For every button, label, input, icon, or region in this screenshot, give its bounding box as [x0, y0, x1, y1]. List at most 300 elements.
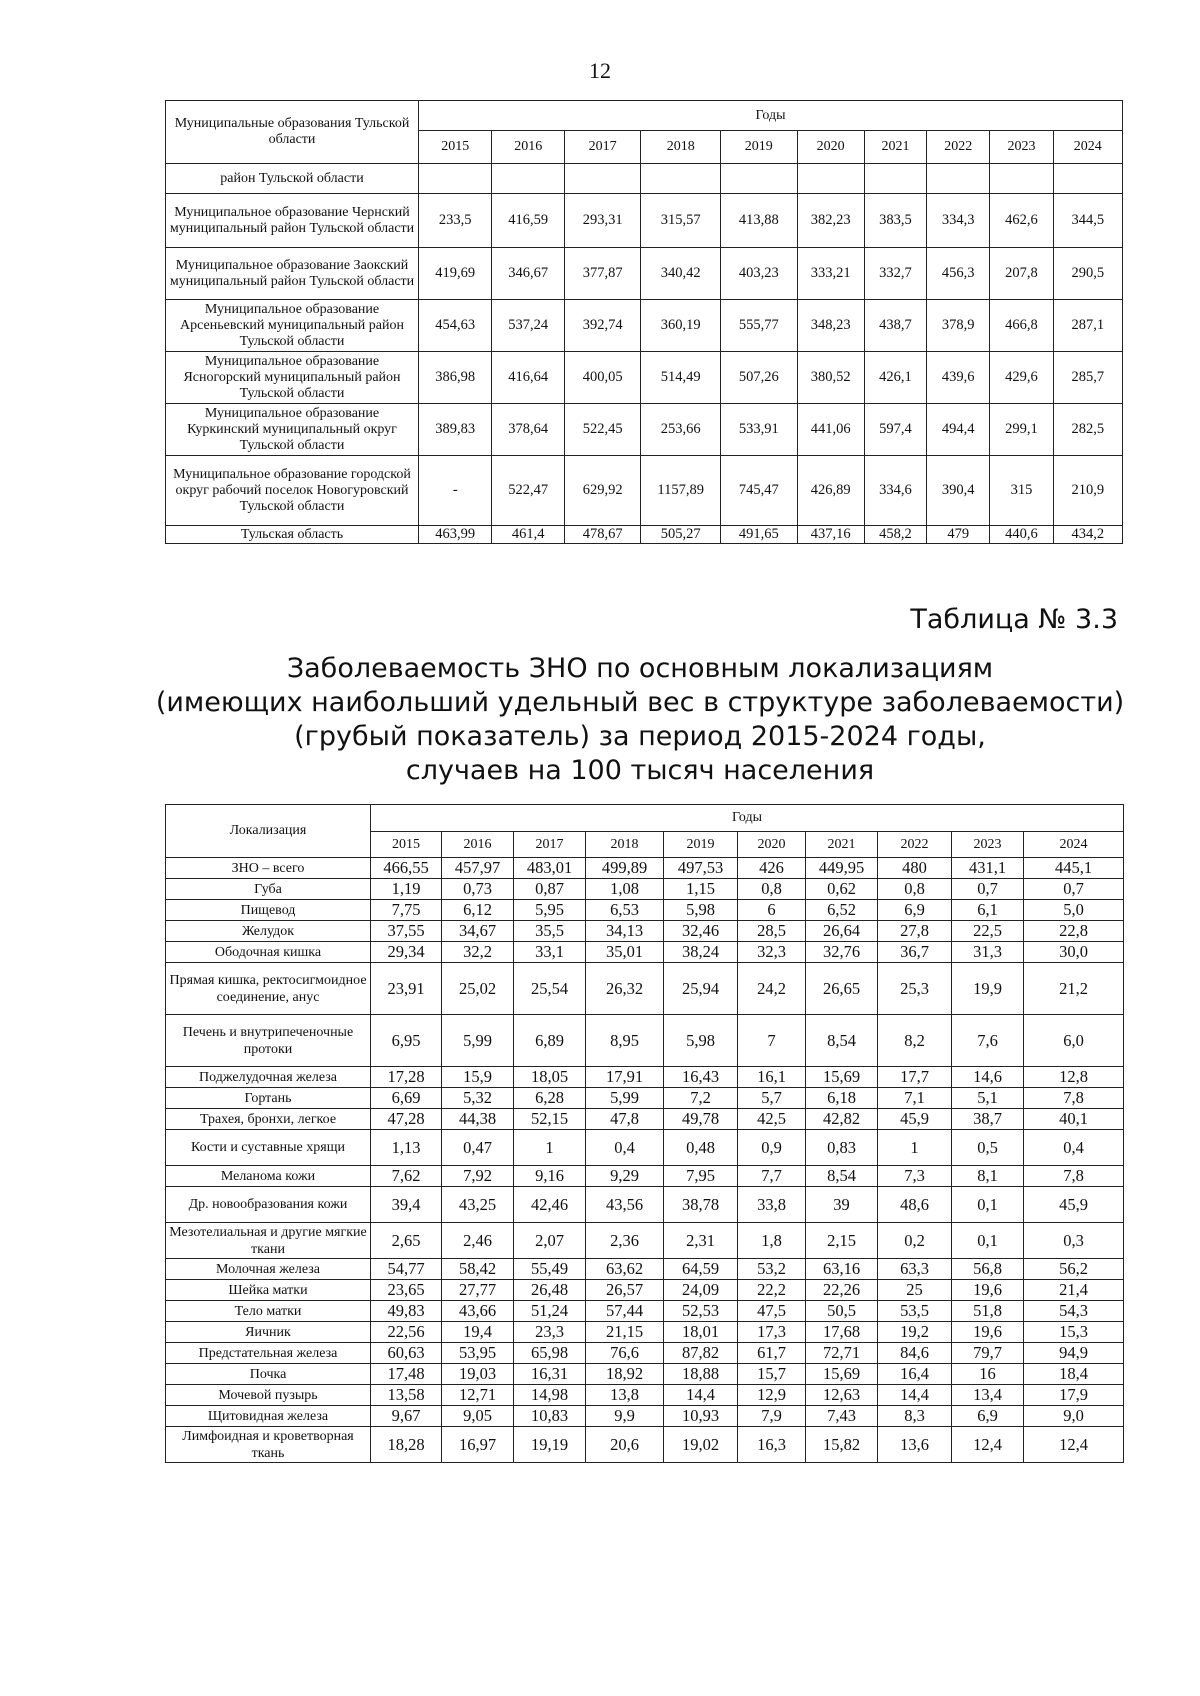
table-row: [166, 1187, 1124, 1223]
table-row: [166, 879, 1124, 900]
table-cell: 378,64: [492, 404, 564, 456]
table-cell: 33,1: [514, 942, 586, 963]
table-cell: 1,08: [586, 879, 664, 900]
table-cell: 6,1: [952, 900, 1024, 921]
table-row: [166, 1259, 1124, 1280]
table2-years-label: Годы: [371, 805, 1124, 832]
table-cell: 84,6: [878, 1343, 952, 1364]
table-cell: 0,3: [1024, 1223, 1124, 1259]
table-row: [166, 404, 1123, 456]
table-cell: 340,42: [641, 248, 721, 300]
table-cell: 419,69: [419, 248, 492, 300]
localization-name: Ободочная кишка: [166, 942, 371, 963]
table-cell: 466,8: [990, 300, 1053, 352]
localization-name: Губа: [166, 879, 371, 900]
table-cell: 505,27: [641, 526, 721, 544]
table2-year-header: 2024: [1024, 832, 1124, 858]
table-cell: 431,1: [952, 858, 1024, 879]
table-cell: 461,4: [492, 526, 564, 544]
table-cell: 491,65: [721, 526, 798, 544]
table-cell: 35,01: [586, 942, 664, 963]
table-cell: 2,65: [371, 1223, 442, 1259]
table-cell: 0,1: [952, 1223, 1024, 1259]
table-row: [166, 963, 1124, 1015]
table-cell: 434,2: [1053, 526, 1122, 544]
table-cell: 0,8: [738, 879, 806, 900]
table-cell: 16,43: [664, 1067, 738, 1088]
table-cell: 533,91: [721, 404, 798, 456]
table-cell: 16,31: [514, 1364, 586, 1385]
table-cell: 7,92: [442, 1166, 514, 1187]
table-cell: 25,94: [664, 963, 738, 1015]
table-cell: 429,6: [990, 352, 1053, 404]
table-cell: 499,89: [586, 858, 664, 879]
table-cell: 380,52: [797, 352, 864, 404]
table-cell: 6: [738, 900, 806, 921]
table-cell: 522,45: [564, 404, 641, 456]
table-cell: 456,3: [927, 248, 990, 300]
table1-year-header: 2018: [641, 131, 721, 164]
table-cell: 9,05: [442, 1406, 514, 1427]
table-cell: 13,6: [878, 1427, 952, 1463]
table-cell: 42,5: [738, 1109, 806, 1130]
table1-year-header: 2024: [1053, 131, 1122, 164]
table-row: [166, 300, 1123, 352]
table-cell: 629,92: [564, 456, 641, 526]
table-cell: 51,8: [952, 1301, 1024, 1322]
table-row: [166, 921, 1124, 942]
table-cell: 7,95: [664, 1166, 738, 1187]
table-cell: 416,64: [492, 352, 564, 404]
table-cell: 439,6: [927, 352, 990, 404]
table-cell: 18,4: [1024, 1364, 1124, 1385]
table-cell: 19,19: [514, 1427, 586, 1463]
table-cell: 5,99: [586, 1088, 664, 1109]
table-cell: 15,69: [806, 1364, 878, 1385]
table-cell: 15,3: [1024, 1322, 1124, 1343]
table-cell: 400,05: [564, 352, 641, 404]
table-cell: 49,78: [664, 1109, 738, 1130]
table-row: [166, 1301, 1124, 1322]
table-row: [166, 1406, 1124, 1427]
table-cell: 299,1: [990, 404, 1053, 456]
table-cell: 23,3: [514, 1322, 586, 1343]
table-cell: 10,83: [514, 1406, 586, 1427]
table-cell: 32,76: [806, 942, 878, 963]
table-cell: 483,01: [514, 858, 586, 879]
table1-year-header: 2022: [927, 131, 990, 164]
table-cell: 382,23: [797, 194, 864, 248]
table-cell: 16,4: [878, 1364, 952, 1385]
table-cell: 0,5: [952, 1130, 1024, 1166]
localization-name: Др. новообразования кожи: [166, 1187, 371, 1223]
table-row: [166, 1130, 1124, 1166]
table1-continued-row: [166, 164, 1123, 194]
table-cell: 27,77: [442, 1280, 514, 1301]
table-cell: 5,0: [1024, 900, 1124, 921]
title-line: (грубый показатель) за период 2015-2024 годы,: [294, 721, 986, 752]
table-cell: 378,9: [927, 300, 990, 352]
table-cell: 282,5: [1053, 404, 1122, 456]
table-cell: 76,6: [586, 1343, 664, 1364]
table-cell: 40,1: [1024, 1109, 1124, 1130]
table-cell: 377,87: [564, 248, 641, 300]
table-cell: 17,3: [738, 1322, 806, 1343]
table-cell: 17,68: [806, 1322, 878, 1343]
table-cell: 18,92: [586, 1364, 664, 1385]
table1-year-header: 2019: [721, 131, 798, 164]
table-title: [40, 652, 1200, 788]
table-cell: 14,98: [514, 1385, 586, 1406]
table-cell: 13,8: [586, 1385, 664, 1406]
table-cell: 16,3: [738, 1427, 806, 1463]
table-cell: 17,48: [371, 1364, 442, 1385]
table-cell: 0,7: [1024, 879, 1124, 900]
table-cell: 27,8: [878, 921, 952, 942]
table-cell: 514,49: [641, 352, 721, 404]
table-cell: 60,63: [371, 1343, 442, 1364]
localization-name: Желудок: [166, 921, 371, 942]
table-cell: 463,99: [419, 526, 492, 544]
table-number: Таблица № 3.3: [910, 604, 1118, 635]
localization-name: Почка: [166, 1364, 371, 1385]
table2-year-header: 2016: [442, 832, 514, 858]
table-cell: 19,6: [952, 1322, 1024, 1343]
table-cell: 480: [878, 858, 952, 879]
table-cell: 57,44: [586, 1301, 664, 1322]
table-cell: 17,9: [1024, 1385, 1124, 1406]
table-cell: 37,55: [371, 921, 442, 942]
table-cell: 597,4: [864, 404, 926, 456]
table-cell: 47,5: [738, 1301, 806, 1322]
table-cell: 20,6: [586, 1427, 664, 1463]
table-cell: 233,5: [419, 194, 492, 248]
table-cell: 348,23: [797, 300, 864, 352]
title-line: (имеющих наибольший удельный вес в структуре заболеваемости): [155, 687, 1125, 718]
table-cell: 39,4: [371, 1187, 442, 1223]
table-cell: 6,9: [878, 900, 952, 921]
table-row: [166, 1385, 1124, 1406]
table1-years-label: Годы: [419, 101, 1123, 131]
table-cell: 253,66: [641, 404, 721, 456]
table-cell: 8,3: [878, 1406, 952, 1427]
table-cell: 290,5: [1053, 248, 1122, 300]
table-cell: 6,89: [514, 1015, 586, 1067]
table-cell: 7,3: [878, 1166, 952, 1187]
table-cell: 8,54: [806, 1015, 878, 1067]
table-cell: 403,23: [721, 248, 798, 300]
table-cell: 63,62: [586, 1259, 664, 1280]
localization-name: Меланома кожи: [166, 1166, 371, 1187]
table-cell: 56,2: [1024, 1259, 1124, 1280]
localization-name: ЗНО – всего: [166, 858, 371, 879]
table-cell: 15,69: [806, 1067, 878, 1088]
table-cell: 79,7: [952, 1343, 1024, 1364]
table-cell: 2,31: [664, 1223, 738, 1259]
table-cell: 43,25: [442, 1187, 514, 1223]
table-cell: 7,7: [738, 1166, 806, 1187]
table-cell: 334,6: [864, 456, 926, 526]
table-cell: 479: [927, 526, 990, 544]
table-cell: 287,1: [1053, 300, 1122, 352]
table-cell: 1: [514, 1130, 586, 1166]
table-row: [166, 858, 1124, 879]
table-cell: 0,87: [514, 879, 586, 900]
table-cell: 426: [738, 858, 806, 879]
table-cell: 52,15: [514, 1109, 586, 1130]
table-cell: 494,4: [927, 404, 990, 456]
table-cell: 6,53: [586, 900, 664, 921]
table-cell: 13,4: [952, 1385, 1024, 1406]
table-cell: 7: [738, 1015, 806, 1067]
table-cell: 0,8: [878, 879, 952, 900]
table-cell: 26,64: [806, 921, 878, 942]
table-cell: 65,98: [514, 1343, 586, 1364]
table-cell: 2,07: [514, 1223, 586, 1259]
table-cell: 438,7: [864, 300, 926, 352]
table-cell: 63,16: [806, 1259, 878, 1280]
table2-year-header: 2022: [878, 832, 952, 858]
table-cell: 0,83: [806, 1130, 878, 1166]
localization-name: Печень и внутрипеченочные протоки: [166, 1015, 371, 1067]
table-cell: 0,4: [586, 1130, 664, 1166]
table-cell: 29,34: [371, 942, 442, 963]
municipal-incidence-table: [165, 100, 1123, 544]
table-cell: 25,02: [442, 963, 514, 1015]
table-cell: 26,65: [806, 963, 878, 1015]
table-cell: 9,0: [1024, 1406, 1124, 1427]
table-cell: 32,2: [442, 942, 514, 963]
table-cell: 207,8: [990, 248, 1053, 300]
table-cell: 14,4: [664, 1385, 738, 1406]
table-cell: 52,53: [664, 1301, 738, 1322]
table-cell: 45,9: [1024, 1187, 1124, 1223]
table-cell: 12,63: [806, 1385, 878, 1406]
table-cell: 54,77: [371, 1259, 442, 1280]
table-cell: 7,75: [371, 900, 442, 921]
municipality-name: Тульская область: [166, 526, 419, 544]
table-cell: 19,6: [952, 1280, 1024, 1301]
table-cell: 8,1: [952, 1166, 1024, 1187]
table-cell: 437,16: [797, 526, 864, 544]
table-cell: 22,5: [952, 921, 1024, 942]
table-cell: 454,63: [419, 300, 492, 352]
table-row: [166, 1322, 1124, 1343]
table-cell: 13,58: [371, 1385, 442, 1406]
table-cell: 25,3: [878, 963, 952, 1015]
table-cell: 466,55: [371, 858, 442, 879]
table-cell: 32,46: [664, 921, 738, 942]
table-row: [166, 942, 1124, 963]
table-cell: 0,73: [442, 879, 514, 900]
table-cell: 0,47: [442, 1130, 514, 1166]
table-cell: 449,95: [806, 858, 878, 879]
municipality-name: Муниципальное образование Арсеньевский муниципальный район Тульской области: [166, 300, 419, 352]
table-cell: 49,83: [371, 1301, 442, 1322]
table-cell: 23,65: [371, 1280, 442, 1301]
table-cell: 21,4: [1024, 1280, 1124, 1301]
table-cell: 22,56: [371, 1322, 442, 1343]
table-cell: 285,7: [1053, 352, 1122, 404]
localization-name: Шейка матки: [166, 1280, 371, 1301]
table-cell: 16,97: [442, 1427, 514, 1463]
table-cell: 1,13: [371, 1130, 442, 1166]
table-row: [166, 1343, 1124, 1364]
table-cell: 25,54: [514, 963, 586, 1015]
table-cell: 26,57: [586, 1280, 664, 1301]
table-cell: 426,89: [797, 456, 864, 526]
table-cell: 7,1: [878, 1088, 952, 1109]
table-cell: 1,15: [664, 879, 738, 900]
table-cell: 555,77: [721, 300, 798, 352]
table-cell: 26,32: [586, 963, 664, 1015]
table1-year-header: 2015: [419, 131, 492, 164]
table-cell: 48,6: [878, 1187, 952, 1223]
table-cell: 1157,89: [641, 456, 721, 526]
table-cell: 315: [990, 456, 1053, 526]
municipality-name: Муниципальное образование Заокский муниципальный район Тульской области: [166, 248, 419, 300]
table-cell: 389,83: [419, 404, 492, 456]
table-cell: 19,4: [442, 1322, 514, 1343]
table-cell: 12,8: [1024, 1067, 1124, 1088]
localization-name: Молочная железа: [166, 1259, 371, 1280]
table-cell: 19,03: [442, 1364, 514, 1385]
table-row: [166, 1223, 1124, 1259]
table-cell: 24,09: [664, 1280, 738, 1301]
table-cell: 332,7: [864, 248, 926, 300]
table-cell: 53,95: [442, 1343, 514, 1364]
table-cell: 346,67: [492, 248, 564, 300]
table-cell: 24,2: [738, 963, 806, 1015]
table-cell: 0,62: [806, 879, 878, 900]
table-cell: 53,2: [738, 1259, 806, 1280]
table-cell: 9,29: [586, 1166, 664, 1187]
table-cell: 457,97: [442, 858, 514, 879]
table-cell: 36,7: [878, 942, 952, 963]
localization-name: Предстательная железа: [166, 1343, 371, 1364]
table-cell: 0,2: [878, 1223, 952, 1259]
table-cell: 5,99: [442, 1015, 514, 1067]
table2-header-label: Локализация: [166, 805, 371, 858]
table-cell: 64,59: [664, 1259, 738, 1280]
table-cell: 51,24: [514, 1301, 586, 1322]
table-cell: 386,98: [419, 352, 492, 404]
table-cell: 16,1: [738, 1067, 806, 1088]
table-cell: 2,46: [442, 1223, 514, 1259]
table-cell: 2,15: [806, 1223, 878, 1259]
table2-year-header: 2021: [806, 832, 878, 858]
table-cell: 45,9: [878, 1109, 952, 1130]
table-cell: 7,8: [1024, 1088, 1124, 1109]
table-cell: 63,3: [878, 1259, 952, 1280]
table-cell: 14,6: [952, 1067, 1024, 1088]
table-cell: 21,15: [586, 1322, 664, 1343]
table-cell: 416,59: [492, 194, 564, 248]
localization-name: Прямая кишка, ректосигмоидное соединение, анус: [166, 963, 371, 1015]
localization-name: Мочевой пузырь: [166, 1385, 371, 1406]
title-line: Заболеваемость ЗНО по основным локализациям: [286, 653, 994, 684]
table-cell: 15,82: [806, 1427, 878, 1463]
table-cell: 1,19: [371, 879, 442, 900]
table-cell: 360,19: [641, 300, 721, 352]
table-cell: 7,2: [664, 1088, 738, 1109]
table-cell: 5,1: [952, 1088, 1024, 1109]
table-cell: 23,91: [371, 963, 442, 1015]
localization-name: Яичник: [166, 1322, 371, 1343]
table-cell: 43,66: [442, 1301, 514, 1322]
table1-year-header: 2023: [990, 131, 1053, 164]
table-cell: 16: [952, 1364, 1024, 1385]
localization-name: Кости и суставные хрящи: [166, 1130, 371, 1166]
localization-name: Пищевод: [166, 900, 371, 921]
table-cell: 38,7: [952, 1109, 1024, 1130]
table-cell: 5,32: [442, 1088, 514, 1109]
table-cell: 22,2: [738, 1280, 806, 1301]
table-cell: 19,2: [878, 1322, 952, 1343]
localization-name: Гортань: [166, 1088, 371, 1109]
table-cell: 390,4: [927, 456, 990, 526]
table-cell: 17,91: [586, 1067, 664, 1088]
table-cell: 7,9: [738, 1406, 806, 1427]
table1-year-header: 2020: [797, 131, 864, 164]
table-cell: 94,9: [1024, 1343, 1124, 1364]
table-cell: 12,4: [952, 1427, 1024, 1463]
table-cell: 9,67: [371, 1406, 442, 1427]
table-cell: 6,95: [371, 1015, 442, 1067]
table-cell: 6,28: [514, 1088, 586, 1109]
table-cell: 39: [806, 1187, 878, 1223]
table1-continued-label: район Тульской области: [166, 164, 419, 194]
table-cell: 19,02: [664, 1427, 738, 1463]
table-cell: -: [419, 456, 492, 526]
table-cell: 383,5: [864, 194, 926, 248]
table-cell: 87,82: [664, 1343, 738, 1364]
table-cell: 5,7: [738, 1088, 806, 1109]
table-cell: 478,67: [564, 526, 641, 544]
table-cell: 1,8: [738, 1223, 806, 1259]
table-cell: 507,26: [721, 352, 798, 404]
table-cell: 54,3: [1024, 1301, 1124, 1322]
table-row: [166, 1427, 1124, 1463]
table-cell: 458,2: [864, 526, 926, 544]
table-cell: 42,46: [514, 1187, 586, 1223]
table-row: [166, 352, 1123, 404]
table-cell: 15,9: [442, 1067, 514, 1088]
table-cell: 9,16: [514, 1166, 586, 1187]
table-cell: 25: [878, 1280, 952, 1301]
table-cell: 72,71: [806, 1343, 878, 1364]
table-cell: 210,9: [1053, 456, 1122, 526]
table-cell: 445,1: [1024, 858, 1124, 879]
localization-name: Поджелудочная железа: [166, 1067, 371, 1088]
table-cell: 8,2: [878, 1015, 952, 1067]
table-cell: 537,24: [492, 300, 564, 352]
title-line: случаев на 100 тысяч населения: [405, 755, 875, 786]
municipality-name: Муниципальное образование Куркинский муниципальный округ Тульской области: [166, 404, 419, 456]
table-cell: 30,0: [1024, 942, 1124, 963]
table-cell: 22,26: [806, 1280, 878, 1301]
table2-year-header: 2019: [664, 832, 738, 858]
table-cell: 55,49: [514, 1259, 586, 1280]
table-cell: 5,95: [514, 900, 586, 921]
table2-year-header: 2015: [371, 832, 442, 858]
table-cell: 441,06: [797, 404, 864, 456]
table-cell: 15,7: [738, 1364, 806, 1385]
table-cell: 497,53: [664, 858, 738, 879]
table-cell: 0,9: [738, 1130, 806, 1166]
table-cell: 7,8: [1024, 1166, 1124, 1187]
table2-year-header: 2023: [952, 832, 1024, 858]
